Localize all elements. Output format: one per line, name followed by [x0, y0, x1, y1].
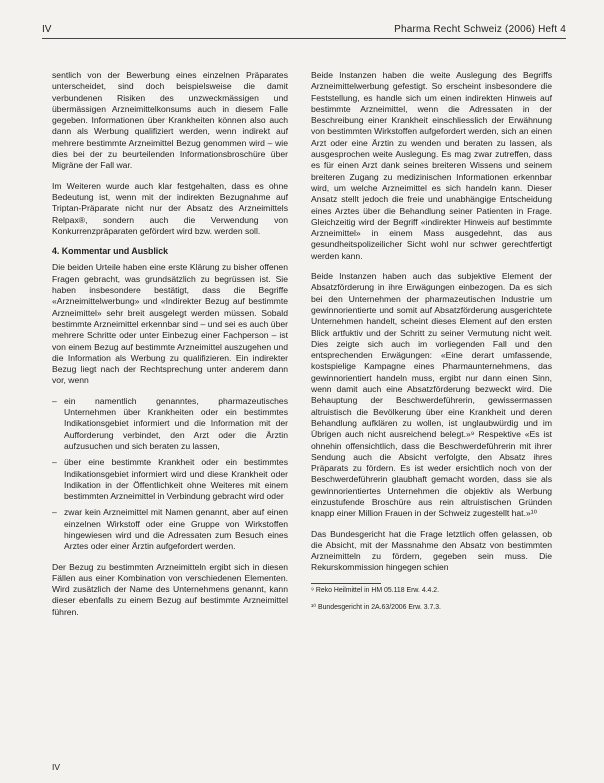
header-rule: [42, 38, 566, 39]
left-column: [52, 70, 288, 627]
list-item: [52, 507, 288, 552]
list-item: [52, 457, 288, 502]
paragraph: Im Weiteren wurde auch klar festgehalten, dass es ohne Bedeutung ist, wenn mit der indirekten Bezugnahme auf Triptan-Präparate nicht nur der Absatz des Arzneimittels Relpax®, sondern auch die Verwendung von Konkurrenzpräparaten gefördert wird bzw. werden soll.: [52, 180, 288, 236]
right-column: [311, 70, 552, 622]
footnote: ¹⁰ Bundesgericht in 2A.63/2006 Erw. 3.7.3.: [311, 604, 441, 612]
list-item-text: zwar kein Arzneimittel mit Namen genannt, aber auf einen einzelnen Wirkstoff oder eine Gruppe von Wirkstoffen hingewiesen wird und die Adressaten zum Besuch eines Arztes oder einer Ärztin aufgefordert werden.: [64, 507, 288, 552]
paragraph: Die beiden Urteile haben eine erste Klärung zu bisher offenen Fragen gebracht, was grundsätzlich zu begrüssen ist. Sie haben insbesondere bestätigt, dass die Begriffe «Arzneimittelwerbung» und «Indirekter Bezug auf bestimmte Arzneimittel» sehr breit ausgelegt werden müssen. Sobald bestimmte Arzneimittel erkennbar sind – und sei es auch über mehrere Schritte oder unter Einbezug einer Fachperson – ist von einem Bezug auf bestimmte Arzneimittel auszugehen und die Information als Werbung zu qualifizieren. Ein indirekter Bezug liegt nach der Rechtsprechung unter anderem dann vor, wenn: [52, 262, 288, 386]
dash-bullet: –: [52, 395, 57, 406]
bullet-list: [52, 396, 288, 553]
footnote-rule: [311, 583, 381, 584]
section-heading: 4. Kommentar und Ausblick: [52, 246, 169, 257]
paragraph: Beide Instanzen haben auch das subjektive Element der Absatzförderung in ihre Erwägungen einbezogen. Da es sich bei den Unternehmen der pharmazeutischen Industrie um gewinnorientierte und somit auf Absatzförderung ausgerichtete Unternehmen handelt, scheint dieses Element auf den ersten Blick artfuktiv und der Schritt zu seiner Vermutung nicht weit. Dies zeigte sich auch im vorliegenden Fall und den entsprechenden Erwägungen: «Eine derart umfassende, kostspielige Kampagne eines Pharmaunternehmens, das gewinnorientiert handeln muss, ergibt nur dann einen Sinn, wenn damit auch eine Absatzförderung bezweckt wird. Die Behauptung der Beschwerdeführerin, gewissermassen altruistisch die Bevölkerung über eine Krankheit und deren Behandlung aufklären zu wollen, ist unglaubwürdig und im Übrigen auch nicht ausreichend belegt.»⁹ Respektive «Es ist ohnehin offensichtlich, dass die Beschwerdeführerin mit ihrer Sendung auch die Absicht verfolgte, den Absatz ihres Präparats zu fördern. Es ist weder ersichtlich noch von der Beschwerdeführerin glaubhaft gemacht worden, dass sie als gewinnorientiertes Unternehmen die objektiv als Werbung einzustufende Broschüre aus rein altruistischen Gründen knapp einer Million Frauen in der Schweiz zugestellt hat.»¹⁰: [311, 271, 552, 519]
paragraph: Beide Instanzen haben die weite Auslegung des Begriffs Arzneimittelwerbung gefestigt. So erscheint insbesondere die Feststellung, es handle sich um einen indirekten Hinweis auf bestimmte Arzneimittel, wenn die Adressaten in der Beschreibung einer Krankheit einschliesslich der Erwähnung von bestimmten Wirkstoffen aufgefordert werden, sich an einen Arzt oder eine Ärztin zu wenden und beraten zu lassen, als ausgesprochen weite Auslegung. Es mag zwar zutreffen, dass es für einen Arzt dank seines breiteren Wissens und seinem breiteren Zugang zu medizinischen Informationen erkennbar wird, um welche Arzneimittel es sich handeln kann. Dieser Ansatz stellt jedoch die freie und unabhängige Entscheidung eines Arztes über die Behandlung seiner Patienten in Frage. Gleichzeitig wird der Begriff «indirekter Hinweis auf bestimmte Arzneimittel» in einem Mass ausgedehnt, das aus gesundheitspolizeilicher Sicht wohl nur schwer gerechtfertigt werden kann.: [311, 70, 552, 261]
dash-bullet: –: [52, 507, 57, 518]
dash-bullet: –: [52, 457, 57, 468]
paragraph: sentlich von der Bewerbung eines einzelnen Präparates unterscheidet, sind doch beispielsweise die damit verbundenen Risiken des unzweckmässigen und übermässigen Arzneimittelkonsums auch in diesem Falle gegeben. Informationen über Krankheiten können also auch dann als Werbung qualifiziert werden, wenn indirekt auf mehrere bestimmte Arzneimittel Bezug genommen wird – wie dies bei der zu beurteilenden Informationsbroschüre über Migräne der Fall war.: [52, 70, 288, 171]
header-journal-title: Pharma Recht Schweiz (2006) Heft 4: [394, 24, 566, 35]
list-item-text: über eine bestimmte Krankheit oder ein bestimmtes Indikationsgebiet informiert wird und diese Krankheit oder Indikation in der Öffentlichkeit ohne Weiteres mit einem bestimmten Arzneimittel in Verbindung gebracht wird oder: [64, 457, 288, 502]
list-item: [52, 396, 288, 452]
header-page-number: IV: [42, 24, 52, 35]
footer-page-number: IV: [52, 762, 61, 772]
footnote: ⁹ Reko Heilmittel in HM 05.118 Erw. 4.4.2.: [311, 586, 440, 594]
paragraph: Das Bundesgericht hat die Frage letztlich offen gelassen, ob die Absicht, mit der Massnahme den Absatz von bestimmten Arzneimitteln zu fördern, gegeben sein muss. Die Rekurskommission hingegen schien: [311, 528, 552, 573]
list-item-text: ein namentlich genanntes, pharmazeutisches Unternehmen über Krankheiten oder ein bestimmtes Indikationsgebiet informiert und die Information mit der Aufforderung verbindet, den Arzt oder die Ärztin aufzusuchen und sich beraten zu lassen,: [64, 395, 288, 451]
paragraph: Der Bezug zu bestimmten Arzneimitteln ergibt sich in diesen Fällen aus einer Kombination von verschiedenen Elementen. Wird zusätzlich der Name des Unternehmens genannt, kann dieser ebenfalls zu einem Bezug auf bestimmte Arzneimittel führen.: [52, 561, 288, 617]
